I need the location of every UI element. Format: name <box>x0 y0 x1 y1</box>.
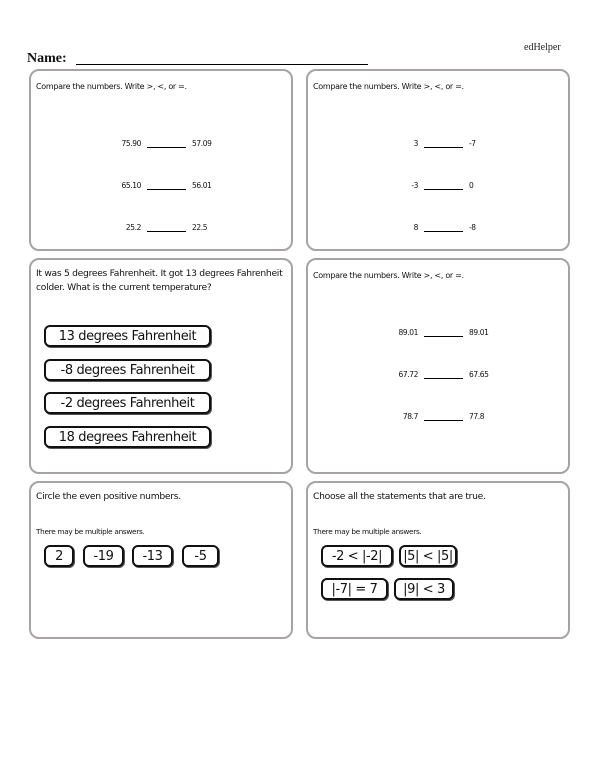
answer-blank[interactable] <box>147 189 186 190</box>
name-field-line[interactable] <box>76 64 368 65</box>
compare-row <box>308 412 568 424</box>
compare-row <box>31 139 291 151</box>
question-2-box <box>306 69 570 251</box>
answer-option[interactable]: -13 <box>132 545 173 567</box>
question-prompt: Compare the numbers. Write >, <, or =. <box>313 82 464 91</box>
right-number: 77.8 <box>469 412 485 421</box>
left-number: 89.01 <box>398 328 418 337</box>
answer-option[interactable]: 13 degrees Fahrenheit <box>44 325 211 347</box>
left-number: 78.7 <box>402 412 418 421</box>
answer-blank[interactable] <box>147 147 186 148</box>
left-number: 25.2 <box>125 223 141 232</box>
question-6-box <box>306 481 570 639</box>
answer-option[interactable]: |-7| = 7 <box>321 578 388 600</box>
left-number: 3 <box>413 139 418 148</box>
compare-row <box>308 139 568 151</box>
left-number: 65.10 <box>121 181 141 190</box>
answer-blank[interactable] <box>424 147 463 148</box>
question-prompt: It was 5 degrees Fahrenheit. It got 13 degrees Fahrenheit colder. What is the current temperature? <box>36 268 283 293</box>
answer-option[interactable]: -5 <box>182 545 219 567</box>
answer-option[interactable]: -19 <box>83 545 124 567</box>
answer-option[interactable]: |9| < 3 <box>394 578 454 600</box>
question-prompt: Compare the numbers. Write >, <, or =. <box>36 82 187 91</box>
question-prompt: Choose all the statements that are true. <box>313 491 486 502</box>
right-number: 22.5 <box>192 223 208 232</box>
answer-option[interactable]: -8 degrees Fahrenheit <box>44 359 211 381</box>
left-number: 67.72 <box>398 370 418 379</box>
multiple-answers-note: There may be multiple answers. <box>36 527 145 536</box>
right-number: -8 <box>469 223 476 232</box>
question-3-box <box>29 258 293 474</box>
answer-blank[interactable] <box>424 231 463 232</box>
question-1-box <box>29 69 293 251</box>
question-5-box <box>29 481 293 639</box>
answer-option[interactable]: 18 degrees Fahrenheit <box>44 426 211 448</box>
left-number: 8 <box>413 223 418 232</box>
question-prompt: Circle the even positive numbers. <box>36 491 181 502</box>
answer-blank[interactable] <box>424 378 463 379</box>
right-number: 0 <box>469 181 474 190</box>
name-label: Name: <box>27 51 67 66</box>
compare-row <box>31 223 291 235</box>
left-number: 75.90 <box>121 139 141 148</box>
compare-row <box>308 223 568 235</box>
brand-label: edHelper <box>524 42 561 53</box>
right-number: 57.09 <box>192 139 212 148</box>
right-number: -7 <box>469 139 476 148</box>
compare-row <box>31 181 291 193</box>
compare-row <box>308 328 568 340</box>
right-number: 67.65 <box>469 370 489 379</box>
answer-option[interactable]: -2 degrees Fahrenheit <box>44 392 211 414</box>
answer-blank[interactable] <box>424 420 463 421</box>
answer-blank[interactable] <box>424 189 463 190</box>
left-number: -3 <box>411 181 418 190</box>
answer-option[interactable]: 2 <box>44 545 74 567</box>
compare-row <box>308 181 568 193</box>
answer-option[interactable]: -2 < |-2| <box>321 545 393 567</box>
answer-blank[interactable] <box>147 231 186 232</box>
right-number: 89.01 <box>469 328 489 337</box>
multiple-answers-note: There may be multiple answers. <box>313 527 422 536</box>
answer-option[interactable]: |5| < |5| <box>399 545 457 567</box>
question-4-box <box>306 258 570 474</box>
compare-row <box>308 370 568 382</box>
right-number: 56.01 <box>192 181 212 190</box>
answer-blank[interactable] <box>424 336 463 337</box>
question-prompt: Compare the numbers. Write >, <, or =. <box>313 271 464 280</box>
